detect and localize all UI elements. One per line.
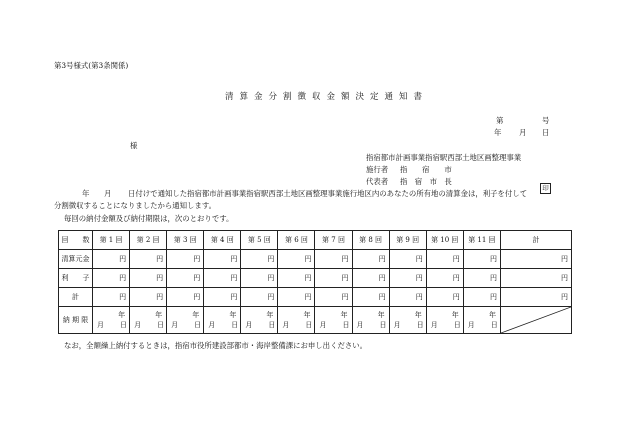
body-line3: 毎回の納付金額及び納付期限は，次のとおりです。 — [64, 214, 234, 223]
deadline-total-blank — [501, 307, 572, 334]
deadline-year: 年 — [414, 311, 422, 319]
deadline-month: 月 — [356, 321, 364, 329]
form-number: 第3号様式(第3条関係) — [54, 61, 129, 70]
deadline-cell — [389, 307, 426, 334]
executor-label: 施行者 — [366, 165, 389, 174]
amount-cell: 円 — [93, 288, 130, 307]
deadline-year: 年 — [377, 311, 385, 319]
deadline-day: 日 — [490, 321, 498, 329]
table-row-deadline — [59, 307, 572, 334]
deadline-month: 月 — [208, 321, 216, 329]
deadline-cell — [204, 307, 241, 334]
table-row-interest — [59, 269, 572, 288]
executor-name: 指 宿 市 — [400, 165, 452, 174]
amount-cell: 円 — [426, 288, 463, 307]
amount-cell: 円 — [278, 250, 315, 269]
deadline-day: 日 — [231, 321, 239, 329]
amount-cell: 円 — [241, 269, 278, 288]
deadline-month: 月 — [97, 321, 104, 329]
issuer-project: 指宿都市計画事業指宿駅西部土地区画整理事業 — [366, 153, 522, 162]
date-day: 日 — [542, 128, 550, 137]
amount-cell: 円 — [93, 250, 130, 269]
row-label: 利 子 — [59, 269, 93, 288]
amount-cell: 円 — [167, 269, 204, 288]
deadline-day: 日 — [268, 321, 276, 329]
diagonal-line — [501, 307, 571, 333]
header-count: 回 数 — [59, 231, 93, 250]
table-row-subtotal — [59, 288, 572, 307]
header-installment: 第 7 回 — [315, 231, 352, 250]
deadline-year: 年 — [155, 311, 163, 319]
amount-cell: 円 — [204, 250, 241, 269]
amount-cell: 円 — [315, 269, 352, 288]
deadline-month: 月 — [430, 321, 438, 329]
deadline-cell — [167, 307, 204, 334]
amount-cell: 円 — [130, 250, 167, 269]
deadline-cell — [278, 307, 315, 334]
amount-cell: 円 — [315, 288, 352, 307]
amount-cell: 円 — [167, 288, 204, 307]
deadline-cell — [463, 307, 500, 334]
body-line2: 分割徴収することになりましたから通知します。 — [54, 201, 217, 210]
amount-cell: 円 — [315, 250, 352, 269]
addressee-suffix: 様 — [130, 141, 138, 150]
amount-cell: 円 — [426, 250, 463, 269]
amount-cell: 円 — [93, 269, 130, 288]
deadline-month: 月 — [171, 321, 179, 329]
deadline-cell — [241, 307, 278, 334]
amount-cell: 円 — [167, 250, 204, 269]
deadline-day: 日 — [342, 321, 350, 329]
header-installment: 第 5 回 — [241, 231, 278, 250]
deadline-day: 日 — [416, 321, 424, 329]
deadline-day: 日 — [379, 321, 387, 329]
deadline-year: 年 — [489, 311, 496, 319]
amount-cell-total: 円 — [501, 288, 572, 307]
installment-table — [58, 230, 572, 334]
amount-cell: 円 — [389, 288, 426, 307]
amount-cell: 円 — [204, 288, 241, 307]
seal-text: 印 — [540, 183, 551, 194]
deadline-day: 日 — [120, 321, 127, 329]
deadline-year: 年 — [229, 311, 237, 319]
header-installment: 第 2 回 — [130, 231, 167, 250]
amount-cell: 円 — [426, 269, 463, 288]
deadline-month: 月 — [319, 321, 327, 329]
deadline-cell — [93, 307, 130, 334]
header-installment: 第 6 回 — [278, 231, 315, 250]
amount-cell: 円 — [278, 269, 315, 288]
deadline-cell — [315, 307, 352, 334]
amount-cell: 円 — [463, 250, 500, 269]
deadline-month: 月 — [467, 321, 475, 329]
deadline-year: 年 — [340, 311, 348, 319]
deadline-day: 日 — [305, 321, 313, 329]
amount-cell: 円 — [130, 269, 167, 288]
header-installment: 第 9 回 — [389, 231, 426, 250]
deadline-month: 月 — [282, 321, 290, 329]
deadline-month: 月 — [245, 321, 253, 329]
deadline-cell — [426, 307, 463, 334]
body-month: 月 — [104, 189, 112, 198]
header-row — [59, 231, 572, 250]
deadline-day: 日 — [194, 321, 202, 329]
header-total: 計 — [501, 231, 572, 250]
row-label: 計 — [59, 288, 93, 307]
date-year: 年 — [494, 128, 502, 137]
amount-cell: 円 — [241, 288, 278, 307]
amount-cell: 円 — [463, 269, 500, 288]
header-installment: 第 1 回 — [93, 231, 130, 250]
deadline-year: 年 — [118, 311, 126, 319]
footer-note: なお，全額繰上納付するときは，指宿市役所建設部都市・海岸整備課にお申し出ください。 — [64, 341, 368, 350]
amount-cell: 円 — [241, 250, 278, 269]
table-row-principal — [59, 250, 572, 269]
amount-cell: 円 — [389, 250, 426, 269]
deadline-year: 年 — [303, 311, 311, 319]
ref-gou: 号 — [542, 116, 550, 125]
deadline-day: 日 — [453, 321, 461, 329]
body-line1: 日付けで通知した指宿都市計画事業指宿駅西部土地区画整理事業施行地区内のあなたの所有地の清算金は，利子を付して — [128, 189, 528, 198]
row-label: 清算元金 — [59, 250, 93, 269]
amount-cell-total: 円 — [501, 269, 572, 288]
amount-cell: 円 — [463, 288, 500, 307]
row-label: 納 期 限 — [59, 307, 93, 334]
header-installment: 第 8 回 — [352, 231, 389, 250]
deadline-month: 月 — [134, 321, 142, 329]
amount-cell: 円 — [352, 288, 389, 307]
deadline-year: 年 — [266, 311, 274, 319]
amount-cell: 円 — [352, 250, 389, 269]
seal-mark — [540, 175, 551, 194]
deadline-month: 月 — [393, 321, 401, 329]
ref-dai: 第 — [496, 116, 504, 125]
representative-label: 代表者 — [366, 177, 389, 186]
deadline-year: 年 — [192, 311, 200, 319]
document-title: 清算金分割徴収金額決定通知書 — [225, 92, 429, 102]
body-year: 年 — [82, 189, 90, 198]
deadline-cell — [352, 307, 389, 334]
header-installment: 第 4 回 — [204, 231, 241, 250]
representative-name: 指 宿 市 長 — [400, 177, 452, 186]
amount-cell: 円 — [278, 288, 315, 307]
amount-cell: 円 — [389, 269, 426, 288]
header-installment: 第 11 回 — [463, 231, 500, 250]
deadline-cell — [130, 307, 167, 334]
amount-cell-total: 円 — [501, 250, 572, 269]
date-month: 月 — [519, 128, 527, 137]
diagonal-strike — [501, 307, 571, 333]
deadline-day: 日 — [157, 321, 165, 329]
amount-cell: 円 — [130, 288, 167, 307]
amount-cell: 円 — [352, 269, 389, 288]
amount-cell: 円 — [204, 269, 241, 288]
header-installment: 第 10 回 — [426, 231, 463, 250]
header-installment: 第 3 回 — [167, 231, 204, 250]
deadline-year: 年 — [451, 311, 459, 319]
